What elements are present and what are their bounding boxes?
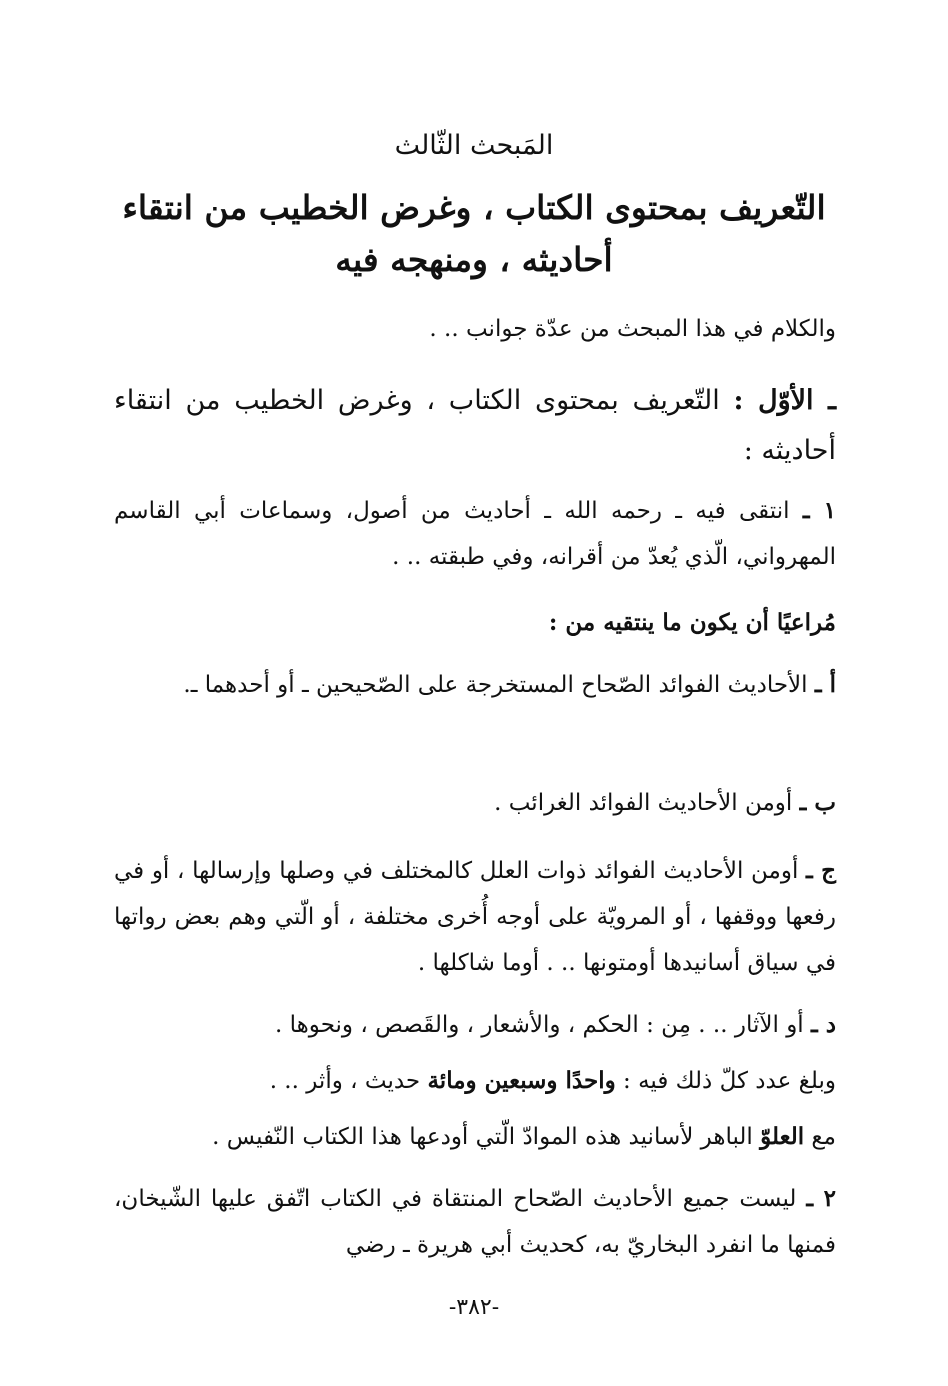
item-a-label: أ ـ xyxy=(814,671,836,698)
uluw-text-after: الباهر لأسانيد هذه الموادّ الّتي أودعها هذا الكتاب النّفيس . xyxy=(212,1124,761,1150)
first-aspect-paragraph xyxy=(114,376,836,476)
chapter-title xyxy=(110,182,838,286)
point-2-paragraph xyxy=(114,1176,836,1268)
chapter-title-line-1: التّعريف بمحتوى الكتاب ، وغرض الخطيب من انتقاء xyxy=(122,188,826,227)
uluw-paragraph xyxy=(114,1114,836,1160)
page-number: -٣٨٢- xyxy=(448,1295,500,1320)
item-c-paragraph xyxy=(114,848,836,986)
point-2-text: ليست جميع الأحاديث الصّحاح المنتقاة في الكتاب اتّفق عليها الشّيخان، فمنها ما انفرد البخاريّ به، كحديث أبي هريرة ـ رضي xyxy=(114,1186,836,1258)
point-1-paragraph xyxy=(114,488,836,580)
uluw-text-before: مع xyxy=(804,1124,836,1150)
item-a-text: الأحاديث الفوائد الصّحاح المستخرجة على الصّحيحين ـ أو أحدهما ـ. xyxy=(183,672,815,698)
point-2-number: ٢ ـ xyxy=(806,1185,836,1212)
point-1-text: انتقى فيه ـ رحمه الله ـ أحاديث من أصول، وسماعات أبي القاسم المهرواني، الّذي يُعدّ من أقرانه، وفي طبقته .. . xyxy=(114,498,836,570)
intro-paragraph xyxy=(114,306,836,352)
item-c-label: ج ـ xyxy=(806,857,836,884)
count-number: واحدًا وسبعين ومائة xyxy=(427,1067,616,1094)
item-b-label: ب ـ xyxy=(799,789,836,816)
intro-text: والكلام في هذا المبحث من عدّة جوانب .. . xyxy=(429,316,836,342)
count-text-after: حديث ، وأثر .. . xyxy=(269,1068,428,1094)
item-d-label: د ـ xyxy=(811,1011,836,1038)
first-aspect-label: ـ الأوّل : xyxy=(733,385,836,416)
count-paragraph xyxy=(114,1058,836,1104)
item-a-paragraph xyxy=(114,662,836,708)
uluw-word: العلوّ xyxy=(760,1123,805,1150)
chapter-title-line-2: أحاديثه ، ومنهجه فيه xyxy=(335,240,613,279)
section-label: المَبحث الثّالث xyxy=(394,130,554,161)
conditions-heading-text: مُراعيًا أن يكون ما ينتقيه من : xyxy=(548,609,836,636)
count-text-before: وبلغ عدد كلّ ذلك فيه : xyxy=(615,1068,836,1094)
conditions-heading xyxy=(114,600,836,646)
item-c-text: أومن الأحاديث الفوائد ذوات العلل كالمختلف في وصلها وإرسالها ، أو في رفعها ووقفها ، أو المرويّة على أوجه أُخرى مختلفة ، أو الّتي وهم بعض رواتها في سياق أسانيدها أومتونها .. . أوما شاكلها . xyxy=(114,858,836,976)
item-d-paragraph xyxy=(114,1002,836,1048)
first-aspect-text: التّعريف بمحتوى الكتاب ، وغرض الخطيب من انتقاء أحاديثه : xyxy=(114,385,836,466)
item-b-paragraph xyxy=(114,780,836,826)
item-d-text: أو الآثار .. . مِن : الحكم ، والأشعار ، والقَصص ، ونحوها . xyxy=(275,1012,811,1038)
point-1-number: ١ ـ xyxy=(802,497,836,524)
item-b-text: أومن الأحاديث الفوائد الغرائب . xyxy=(494,790,800,816)
